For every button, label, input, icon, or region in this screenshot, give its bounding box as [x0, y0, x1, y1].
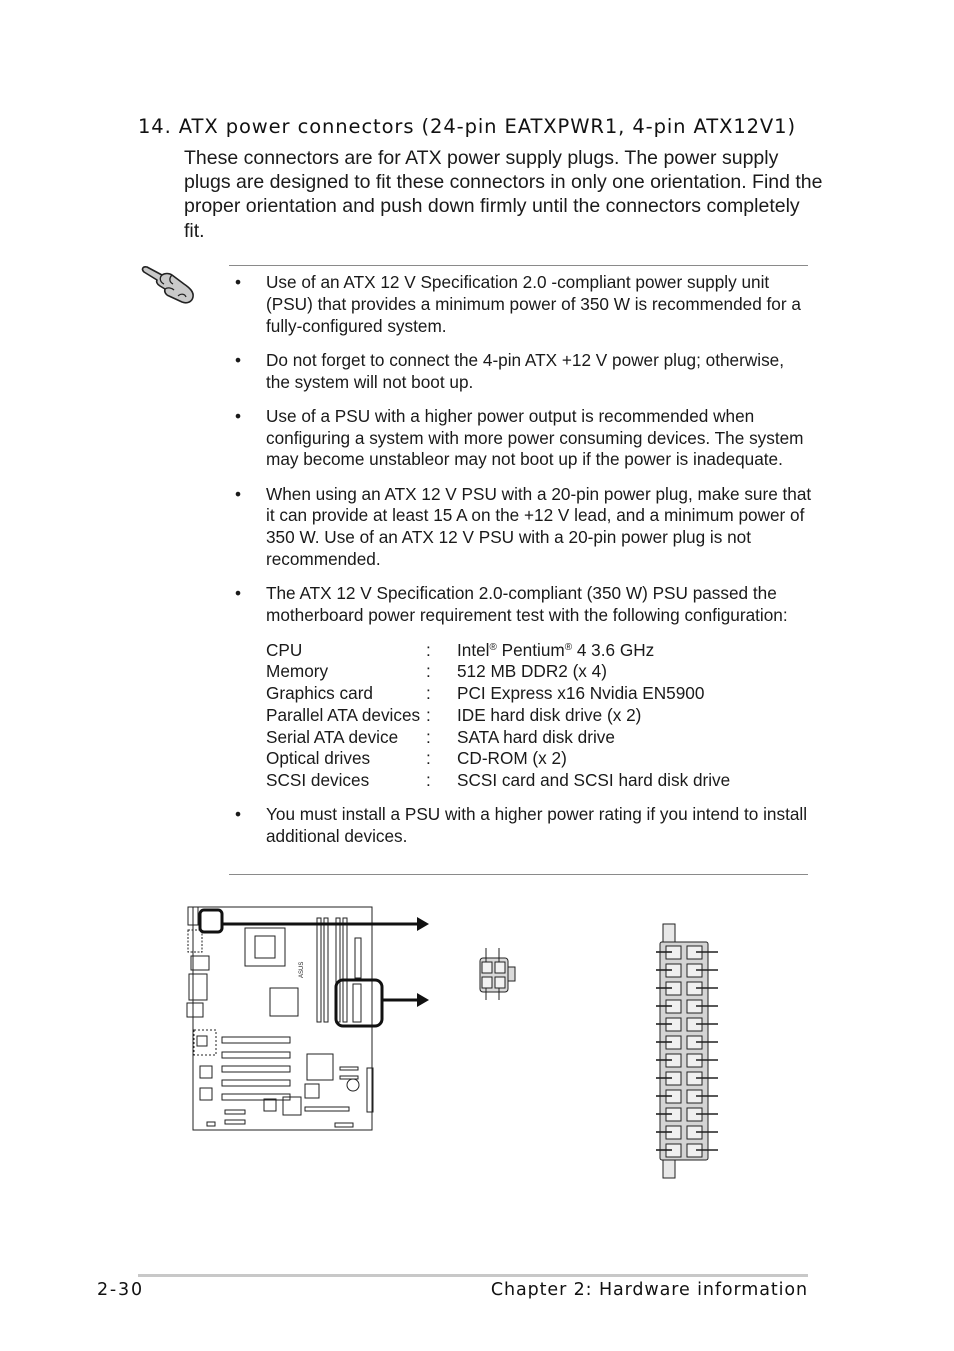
config-label: Serial ATA device [266, 726, 399, 747]
note-item [232, 406, 812, 471]
config-value: SATA hard disk drive [457, 726, 615, 747]
note-text: Use of an ATX 12 V Specification 2.0 -compliant power supply unit (PSU) that provides a minimum power of 350 W is recommended for a fully-configured system. [266, 272, 801, 336]
config-label: Graphics card [266, 683, 373, 704]
motherboard-layout [187, 907, 373, 1130]
note-text: Use of a PSU with a higher power output is recommended when configuring a system with more power consuming devices. The system may become unstableor may not boot up if the power is inadequate. [266, 405, 804, 470]
config-row [266, 748, 730, 770]
note-bottom-rule [229, 874, 808, 875]
note-item [232, 583, 812, 792]
atx12v1-location-highlight [200, 910, 222, 932]
registered-mark: ® [489, 641, 497, 653]
note-list [232, 272, 812, 860]
chapter-title: Chapter 2: Hardware information [490, 1280, 808, 1300]
note-item [232, 350, 812, 394]
config-label: Memory [266, 661, 329, 682]
config-separator: : [426, 748, 431, 769]
atx12v1-connector-pinout [480, 948, 515, 1000]
config-value: IDE hard disk drive (x 2) [457, 704, 642, 725]
config-separator: : [426, 726, 431, 747]
note-top-rule [229, 265, 808, 266]
config-separator: : [426, 683, 431, 704]
config-row [266, 705, 730, 727]
page-number: 2-30 [97, 1280, 144, 1300]
board-logo: ASUS [299, 961, 305, 978]
config-row [266, 661, 730, 683]
config-value: CD-ROM (x 2) [457, 748, 567, 769]
config-separator: : [426, 769, 431, 790]
bullet: • [235, 349, 242, 370]
note-item [232, 272, 812, 337]
test-configuration-table [266, 640, 730, 792]
registered-mark: ® [564, 641, 573, 653]
power-connector-diagram [185, 900, 735, 1190]
note-text: The ATX 12 V Specification 2.0-compliant (350 W) PSU passed the motherboard power requirement test with the following configuration: [266, 583, 788, 625]
footer-rule [138, 1274, 808, 1277]
config-label: CPU [266, 639, 303, 660]
note-text: When using an ATX 12 V PSU with a 20-pin power plug, make sure that it can provide at least 15 A on the +12 V lead, and a minimum power of 350 W. Use of an ATX 12 V PSU with a 20-pin power plug is not recommended. [266, 483, 812, 569]
config-label: SCSI devices [266, 769, 370, 790]
config-row [266, 770, 730, 792]
config-value: Intel® Pentium® 4 3.6 GHz [457, 639, 655, 660]
bullet: • [235, 405, 242, 426]
config-value: PCI Express x16 Nvidia EN5900 [457, 683, 705, 704]
section-intro: These connectors are for ATX power supply plugs. The power supply plugs are designed to fit these connectors in only one orientation. Find the proper orientation and push down firmly until the connectors completely fit. [184, 147, 823, 242]
config-label: Parallel ATA devices [266, 704, 421, 725]
bullet: • [235, 483, 242, 504]
pointing-hand-icon [138, 262, 200, 310]
config-separator: : [426, 704, 431, 725]
section-title: 14. ATX power connectors (24-pin EATXPWR1, 4-pin ATX12V1) [138, 115, 796, 138]
config-row [266, 640, 730, 662]
config-label: Optical drives [266, 748, 371, 769]
config-value: SCSI card and SCSI hard disk drive [457, 769, 731, 790]
config-separator: : [426, 639, 431, 660]
bullet: • [235, 804, 242, 825]
config-separator: : [426, 661, 431, 682]
eatxpwr1-connector-pinout [656, 924, 718, 1178]
note-item [232, 804, 812, 848]
config-row [266, 727, 730, 749]
note-item [232, 484, 812, 571]
config-row [266, 683, 730, 705]
config-value: 512 MB DDR2 (x 4) [457, 661, 607, 682]
bullet: • [235, 272, 242, 292]
bullet: • [235, 583, 242, 604]
note-text: Do not forget to connect the 4-pin ATX +12 V power plug; otherwise, the system will not boot up. [266, 349, 784, 392]
note-text: You must install a PSU with a higher power rating if you intend to install additional devices. [266, 804, 808, 846]
